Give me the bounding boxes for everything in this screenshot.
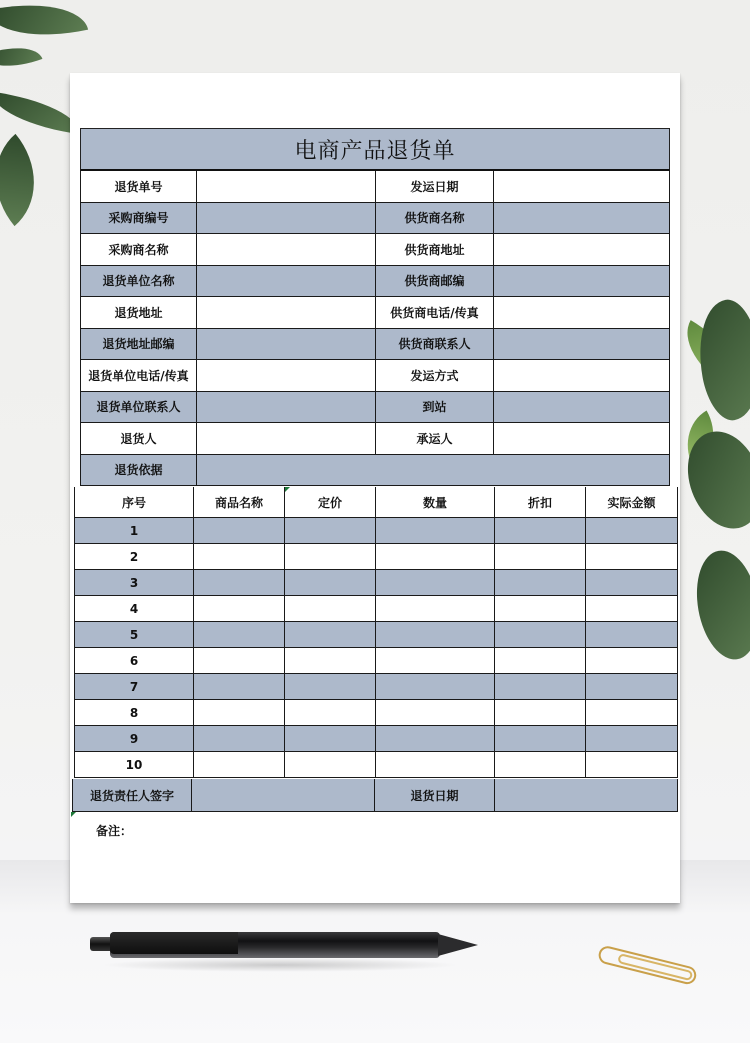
leaf-icon (0, 36, 42, 77)
product-name-cell[interactable] (194, 518, 285, 543)
items-table (74, 487, 678, 778)
field-label: 退货地址 (80, 297, 197, 328)
price-cell[interactable] (285, 726, 376, 751)
quantity-cell[interactable] (376, 674, 495, 699)
return-unit-phone-field[interactable] (197, 360, 376, 391)
cell-comment-marker-icon (285, 487, 290, 492)
buyer-id-field[interactable] (197, 203, 376, 234)
field-label: 采购商名称 (80, 234, 197, 265)
return-date-field[interactable] (495, 779, 678, 811)
field-label: 承运人 (376, 423, 494, 454)
amount-cell[interactable] (586, 544, 678, 569)
leaf-icon (0, 134, 60, 226)
quantity-cell[interactable] (376, 648, 495, 673)
field-label: 退货地址邮编 (80, 329, 197, 360)
amount-cell[interactable] (586, 648, 678, 673)
row-number: 6 (74, 648, 194, 673)
column-header: 数量 (376, 487, 495, 517)
discount-cell[interactable] (495, 674, 586, 699)
info-section (80, 171, 670, 486)
quantity-cell[interactable] (376, 726, 495, 751)
price-cell[interactable] (285, 648, 376, 673)
field-label: 供货商地址 (376, 234, 494, 265)
amount-cell[interactable] (586, 700, 678, 725)
pen-shadow (100, 958, 460, 972)
supplier-contact-field[interactable] (494, 329, 670, 360)
field-label: 退货人 (80, 423, 197, 454)
field-label: 退货单位电话/传真 (80, 360, 197, 391)
return-number-field[interactable] (197, 171, 376, 202)
discount-cell[interactable] (495, 622, 586, 647)
info-row (80, 392, 670, 424)
price-cell[interactable] (285, 674, 376, 699)
table-row (74, 726, 678, 752)
field-label: 供货商名称 (376, 203, 494, 234)
signature-section (72, 779, 678, 812)
quantity-cell[interactable] (376, 596, 495, 621)
product-name-cell[interactable] (194, 674, 285, 699)
field-label: 退货日期 (375, 779, 495, 811)
quantity-cell[interactable] (376, 752, 495, 777)
info-row (80, 266, 670, 298)
quantity-cell[interactable] (376, 544, 495, 569)
product-name-cell[interactable] (194, 700, 285, 725)
product-name-cell[interactable] (194, 752, 285, 777)
row-number: 1 (74, 518, 194, 543)
carrier-field[interactable] (494, 423, 670, 454)
field-label: 退货单号 (80, 171, 197, 202)
product-name-cell[interactable] (194, 648, 285, 673)
amount-cell[interactable] (586, 674, 678, 699)
discount-cell[interactable] (495, 700, 586, 725)
column-header: 序号 (74, 487, 194, 517)
discount-cell[interactable] (495, 570, 586, 595)
row-number: 3 (74, 570, 194, 595)
return-postcode-field[interactable] (197, 329, 376, 360)
return-address-field[interactable] (197, 297, 376, 328)
info-row (80, 297, 670, 329)
amount-cell[interactable] (586, 596, 678, 621)
table-row (74, 570, 678, 596)
quantity-cell[interactable] (376, 622, 495, 647)
field-label: 供货商电话/传真 (376, 297, 494, 328)
table-row (74, 752, 678, 778)
leaf-icon (675, 421, 750, 539)
shipping-method-field[interactable] (494, 360, 670, 391)
field-label: 退货责任人签字 (72, 779, 192, 811)
info-row (80, 360, 670, 392)
quantity-cell[interactable] (376, 570, 495, 595)
field-label: 供货商联系人 (376, 329, 494, 360)
supplier-name-field[interactable] (494, 203, 670, 234)
cell-comment-marker-icon (71, 812, 76, 817)
return-form (80, 128, 670, 486)
table-row (74, 700, 678, 726)
column-header: 商品名称 (194, 487, 285, 517)
pen-icon (90, 930, 480, 960)
info-row (80, 423, 670, 455)
product-name-cell[interactable] (194, 544, 285, 569)
row-number: 2 (74, 544, 194, 569)
price-cell[interactable] (285, 700, 376, 725)
returner-field[interactable] (197, 423, 376, 454)
price-cell[interactable] (285, 596, 376, 621)
row-number: 8 (74, 700, 194, 725)
field-label: 采购商编号 (80, 203, 197, 234)
signature-field[interactable] (192, 779, 375, 811)
buyer-name-field[interactable] (197, 234, 376, 265)
table-row (74, 622, 678, 648)
amount-cell[interactable] (586, 752, 678, 777)
product-name-cell[interactable] (194, 726, 285, 751)
quantity-cell[interactable] (376, 518, 495, 543)
field-label: 退货依据 (80, 455, 197, 486)
return-basis-field[interactable] (197, 455, 670, 486)
discount-cell[interactable] (495, 518, 586, 543)
info-row (80, 234, 670, 266)
discount-cell[interactable] (495, 752, 586, 777)
ship-date-field[interactable] (494, 171, 670, 202)
return-unit-name-field[interactable] (197, 266, 376, 297)
price-cell[interactable] (285, 570, 376, 595)
signature-row (72, 779, 678, 812)
amount-cell[interactable] (586, 570, 678, 595)
supplier-phone-field[interactable] (494, 297, 670, 328)
field-label: 发运方式 (376, 360, 494, 391)
amount-cell[interactable] (586, 518, 678, 543)
paper-top-margin (82, 73, 668, 127)
product-name-cell[interactable] (194, 622, 285, 647)
table-row (74, 596, 678, 622)
row-number: 4 (74, 596, 194, 621)
discount-cell[interactable] (495, 544, 586, 569)
product-name-cell[interactable] (194, 596, 285, 621)
price-cell[interactable] (285, 622, 376, 647)
row-number: 9 (74, 726, 194, 751)
amount-cell[interactable] (586, 726, 678, 751)
row-number: 7 (74, 674, 194, 699)
notes-label: 备注： (96, 824, 133, 838)
price-cell[interactable] (285, 544, 376, 569)
row-number: 5 (74, 622, 194, 647)
info-row (80, 203, 670, 235)
leaf-icon (689, 546, 750, 665)
field-label: 退货单位名称 (80, 266, 197, 297)
table-row (74, 544, 678, 570)
field-label: 供货商邮编 (376, 266, 494, 297)
info-row (80, 171, 670, 203)
discount-cell[interactable] (495, 726, 586, 751)
info-row (80, 329, 670, 361)
table-row (74, 674, 678, 700)
form-title: 电商产品退货单 (80, 128, 670, 171)
basis-row (80, 455, 670, 487)
column-header: 定价 (285, 487, 376, 517)
column-header: 实际金额 (586, 487, 678, 517)
field-label: 退货单位联系人 (80, 392, 197, 423)
destination-station-field[interactable] (494, 392, 670, 423)
product-name-cell[interactable] (194, 570, 285, 595)
quantity-cell[interactable] (376, 700, 495, 725)
amount-cell[interactable] (586, 622, 678, 647)
price-cell[interactable] (285, 518, 376, 543)
table-header-row (74, 487, 678, 518)
return-unit-contact-field[interactable] (197, 392, 376, 423)
supplier-postcode-field[interactable] (494, 266, 670, 297)
table-row (74, 518, 678, 544)
price-cell[interactable] (285, 752, 376, 777)
supplier-address-field[interactable] (494, 234, 670, 265)
table-row (74, 648, 678, 674)
row-number: 10 (74, 752, 194, 777)
discount-cell[interactable] (495, 648, 586, 673)
discount-cell[interactable] (495, 596, 586, 621)
field-label: 发运日期 (376, 171, 494, 202)
leaf-icon (0, 0, 88, 49)
column-header: 折扣 (495, 487, 586, 517)
field-label: 到站 (376, 392, 494, 423)
